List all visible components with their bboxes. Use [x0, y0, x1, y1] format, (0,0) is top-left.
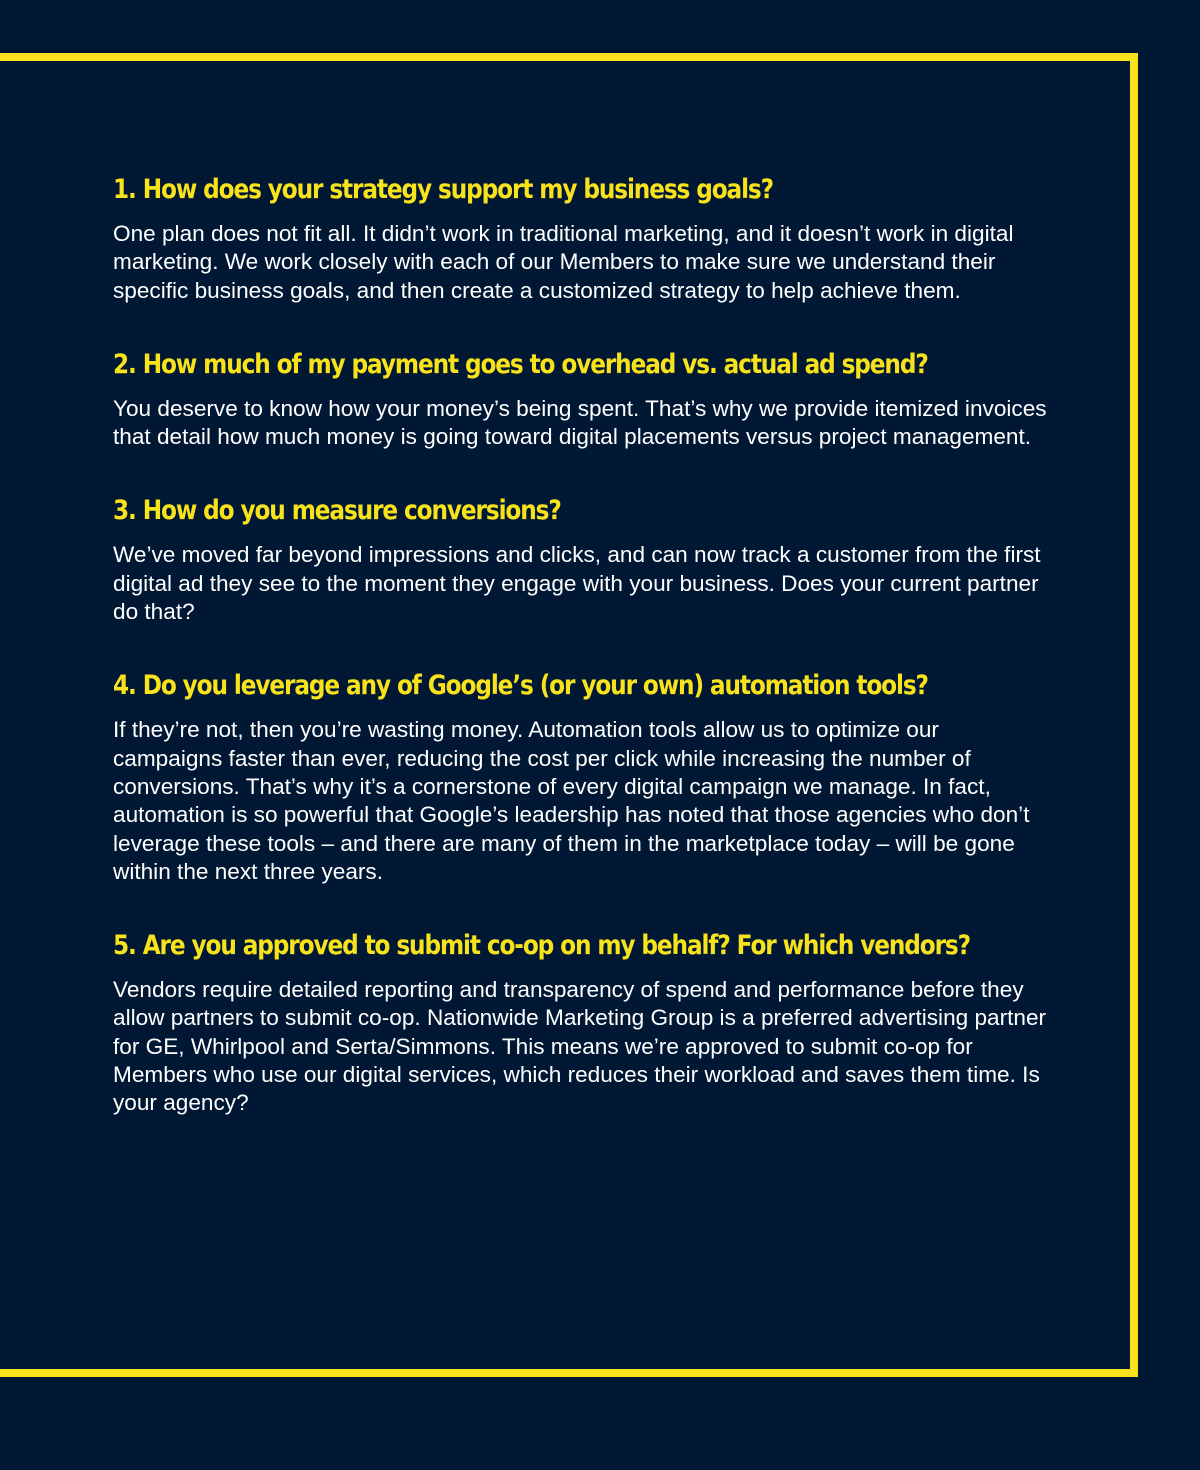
faq-answer-4: If they’re not, then you’re wasting money. Automation tools allow us to optimize our campaigns faster than ever, reducing the cost per click while increasing the number of conversions. That’s why it’s a cornerstone of every digital campaign we manage. In fact, automation is so powerful that Google’s leadership has noted that those agencies who don’t leverage these tools – and there are many of them in the marketplace today – will be gone within the next three years. — [113, 717, 1030, 884]
faq-answer-3: We’ve moved far beyond impressions and clicks, and can now track a customer from the first digital ad they see to the moment they engage with your business. Does your current partner do that? — [113, 542, 1041, 625]
faq-item-1 — [113, 170, 1073, 305]
faq-item-4 — [113, 666, 1073, 886]
faq-list — [113, 170, 1073, 1118]
faq-question-3: 3. How do you measure conversions? — [113, 495, 561, 527]
faq-item-2 — [113, 345, 1073, 452]
faq-question-2: 2. How much of my payment goes to overhead vs. actual ad spend? — [113, 348, 928, 380]
faq-question-5: 5. Are you approved to submit co-op on my behalf? For which vendors? — [113, 930, 970, 962]
faq-answer-2: You deserve to know how your money’s being spent. That’s why we provide itemized invoices that detail how much money is going toward digital placements versus project management. — [113, 395, 1047, 450]
faq-item-3 — [113, 491, 1073, 626]
faq-question-4: 4. Do you leverage any of Google’s (or your own) automation tools? — [113, 670, 928, 702]
faq-answer-1: One plan does not fit all. It didn’t work in traditional marketing, and it doesn’t work in digital marketing. We work closely with each of our Members to make sure we understand their specific business goals, and then create a customized strategy to help achieve them. — [113, 221, 1014, 303]
faq-question-1: 1. How does your strategy support my business goals? — [113, 174, 773, 205]
faq-answer-5: Vendors require detailed reporting and transparency of spend and performance before they allow partners to submit co-op. Nationwide Marketing Group is a preferred advertising partner for GE, Whirlpool and Serta/Simmons. This means we’re approved to submit co-op for Members who use our digital services, which reduces their workload and saves them time. Is your agency? — [113, 977, 1047, 1116]
faq-item-5 — [113, 926, 1073, 1117]
